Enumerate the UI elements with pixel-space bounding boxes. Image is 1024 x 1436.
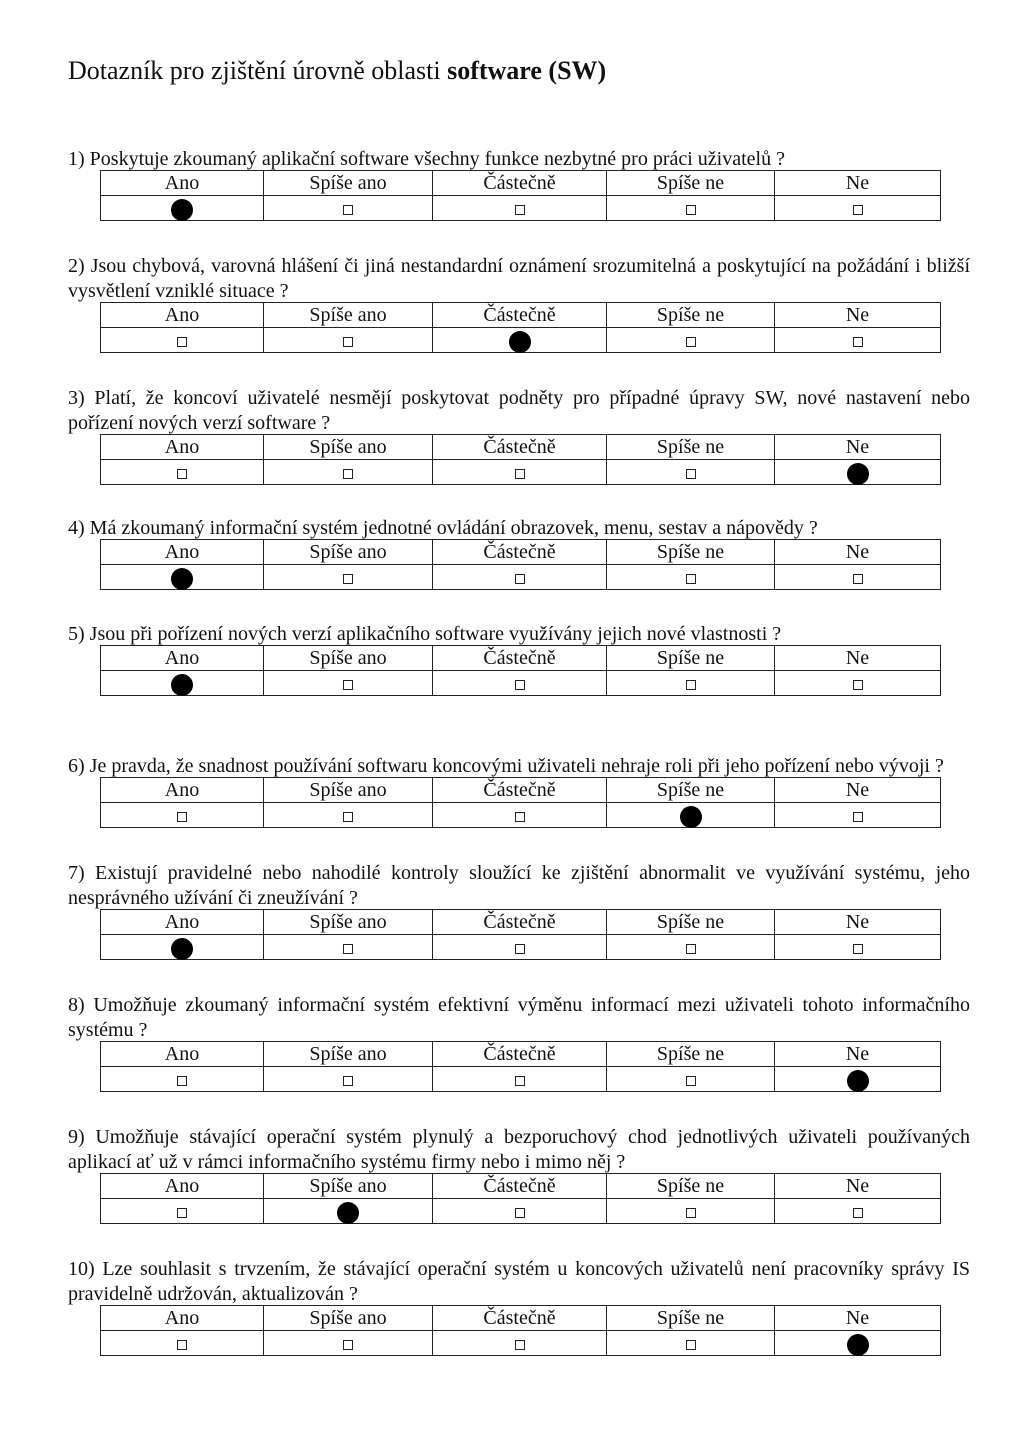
answer-cell[interactable]: [775, 803, 941, 828]
option-label: Spíše ne: [607, 1306, 775, 1331]
answer-cell[interactable]: [433, 1067, 607, 1092]
empty-checkbox-icon[interactable]: [515, 205, 525, 215]
answer-cell[interactable]: [607, 935, 775, 960]
option-label: Částečně: [433, 1174, 607, 1199]
empty-checkbox-icon[interactable]: [343, 1076, 353, 1086]
option-label: Ne: [775, 1174, 941, 1199]
answer-cell[interactable]: [607, 1331, 775, 1356]
option-label: Ne: [775, 303, 941, 328]
option-label: Spíše ne: [607, 303, 775, 328]
answer-cell[interactable]: [607, 803, 775, 828]
empty-checkbox-icon[interactable]: [853, 812, 863, 822]
option-label: Ne: [775, 1306, 941, 1331]
answer-cell[interactable]: [775, 565, 941, 590]
answer-table: [100, 645, 941, 696]
option-label: Spíše ano: [264, 1306, 433, 1331]
option-label: Ano: [101, 171, 264, 196]
question-3: [68, 386, 970, 436]
question-text: 9) Umožňuje stávající operační systém plynulý a bezporuchový chod jednotlivých uživateli používaných aplikací ať už v rámci informačního systému firmy nebo i mimo něj ?: [68, 1126, 970, 1173]
empty-checkbox-icon[interactable]: [343, 1340, 353, 1350]
option-label: Ano: [101, 1306, 264, 1331]
option-label: Částečně: [433, 540, 607, 565]
empty-checkbox-icon[interactable]: [686, 337, 696, 347]
empty-checkbox-icon[interactable]: [686, 574, 696, 584]
answer-cell[interactable]: [264, 1067, 433, 1092]
empty-checkbox-icon[interactable]: [343, 812, 353, 822]
selected-dot-icon[interactable]: [171, 674, 193, 696]
answer-cell[interactable]: [264, 565, 433, 590]
option-label: Částečně: [433, 303, 607, 328]
option-label: Ne: [775, 646, 941, 671]
option-label: Spíše ne: [607, 1174, 775, 1199]
question-5: [68, 622, 970, 647]
option-label: Spíše ano: [264, 303, 433, 328]
question-text: 2) Jsou chybová, varovná hlášení či jiná nestandardní oznámení srozumitelná a poskytující na požádání i bližší vysvětlení vzniklé situace ?: [68, 255, 970, 302]
selected-dot-icon[interactable]: [847, 1070, 869, 1092]
empty-checkbox-icon[interactable]: [686, 205, 696, 215]
option-label: Ano: [101, 303, 264, 328]
empty-checkbox-icon[interactable]: [343, 680, 353, 690]
answer-cell[interactable]: [775, 460, 941, 485]
empty-checkbox-icon[interactable]: [177, 812, 187, 822]
empty-checkbox-icon[interactable]: [177, 1208, 187, 1218]
empty-checkbox-icon[interactable]: [343, 469, 353, 479]
option-label: Spíše ano: [264, 910, 433, 935]
empty-checkbox-icon[interactable]: [343, 944, 353, 954]
answer-cell[interactable]: [775, 1199, 941, 1224]
empty-checkbox-icon[interactable]: [343, 574, 353, 584]
title-prefix: Dotazník pro zjištění úrovně oblasti: [68, 56, 448, 85]
answer-cell[interactable]: [607, 565, 775, 590]
option-label: Spíše ano: [264, 435, 433, 460]
answer-cell[interactable]: [433, 935, 607, 960]
empty-checkbox-icon[interactable]: [343, 205, 353, 215]
answer-cell[interactable]: [433, 1199, 607, 1224]
option-label: Ne: [775, 910, 941, 935]
empty-checkbox-icon[interactable]: [177, 1076, 187, 1086]
empty-checkbox-icon[interactable]: [686, 944, 696, 954]
answer-cell[interactable]: [101, 1067, 264, 1092]
question-text: 3) Platí, že koncoví uživatelé nesmějí poskytovat podněty pro případné úpravy SW, nové nastavení nebo pořízení nových verzí software ?: [68, 387, 970, 434]
answer-cell[interactable]: [607, 1199, 775, 1224]
empty-checkbox-icon[interactable]: [177, 1340, 187, 1350]
answer-cell[interactable]: [101, 671, 264, 696]
answer-table: [100, 302, 941, 353]
option-label: Ano: [101, 435, 264, 460]
option-label: Ano: [101, 778, 264, 803]
answer-cell[interactable]: [101, 803, 264, 828]
answer-cell[interactable]: [775, 196, 941, 221]
empty-checkbox-icon[interactable]: [853, 680, 863, 690]
empty-checkbox-icon[interactable]: [515, 1208, 525, 1218]
question-8: [68, 993, 970, 1043]
answer-cell[interactable]: [433, 803, 607, 828]
empty-checkbox-icon[interactable]: [515, 574, 525, 584]
answer-cell[interactable]: [433, 460, 607, 485]
answer-cell[interactable]: [264, 1331, 433, 1356]
option-label: Částečně: [433, 778, 607, 803]
answer-cell[interactable]: [101, 1331, 264, 1356]
answer-cell[interactable]: [433, 1331, 607, 1356]
option-label: Částečně: [433, 646, 607, 671]
option-label: Spíše ano: [264, 540, 433, 565]
answer-cell[interactable]: [101, 196, 264, 221]
answer-cell[interactable]: [607, 328, 775, 353]
empty-checkbox-icon[interactable]: [853, 944, 863, 954]
empty-checkbox-icon[interactable]: [515, 944, 525, 954]
option-label: Ne: [775, 435, 941, 460]
question-10: [68, 1257, 970, 1307]
option-label: Spíše ne: [607, 910, 775, 935]
empty-checkbox-icon[interactable]: [515, 1340, 525, 1350]
empty-checkbox-icon[interactable]: [853, 574, 863, 584]
question-4: [68, 516, 970, 541]
selected-dot-icon[interactable]: [680, 806, 702, 828]
empty-checkbox-icon[interactable]: [515, 1076, 525, 1086]
empty-checkbox-icon[interactable]: [177, 469, 187, 479]
empty-checkbox-icon[interactable]: [515, 812, 525, 822]
option-label: Ne: [775, 171, 941, 196]
answer-cell[interactable]: [607, 196, 775, 221]
option-label: Částečně: [433, 1306, 607, 1331]
empty-checkbox-icon[interactable]: [853, 205, 863, 215]
question-6: [68, 729, 970, 779]
answer-cell[interactable]: [264, 671, 433, 696]
option-label: Spíše ne: [607, 646, 775, 671]
option-label: Spíše ano: [264, 646, 433, 671]
selected-dot-icon[interactable]: [171, 199, 193, 221]
answer-cell[interactable]: [433, 671, 607, 696]
option-label: Spíše ano: [264, 1174, 433, 1199]
question-text: 4) Má zkoumaný informační systém jednotné ovládání obrazovek, menu, sestav a nápovědy ?: [68, 517, 818, 539]
answer-table: [100, 1305, 941, 1356]
answer-cell[interactable]: [433, 565, 607, 590]
answer-table: [100, 1173, 941, 1224]
option-label: Ano: [101, 540, 264, 565]
selected-dot-icon[interactable]: [337, 1202, 359, 1224]
answer-cell[interactable]: [264, 1199, 433, 1224]
empty-checkbox-icon[interactable]: [515, 680, 525, 690]
question-9: [68, 1125, 970, 1175]
question-7: [68, 861, 970, 911]
option-label: Spíše ne: [607, 1042, 775, 1067]
answer-table: [100, 539, 941, 590]
answer-cell[interactable]: [264, 803, 433, 828]
selected-dot-icon[interactable]: [171, 938, 193, 960]
selected-dot-icon[interactable]: [847, 463, 869, 485]
answer-cell[interactable]: [607, 460, 775, 485]
option-label: Částečně: [433, 171, 607, 196]
empty-checkbox-icon[interactable]: [515, 469, 525, 479]
option-label: Spíše ne: [607, 435, 775, 460]
option-label: Ne: [775, 1042, 941, 1067]
answer-cell[interactable]: [101, 935, 264, 960]
empty-checkbox-icon[interactable]: [686, 680, 696, 690]
answer-cell[interactable]: [101, 328, 264, 353]
option-label: Ne: [775, 540, 941, 565]
answer-cell[interactable]: [101, 1199, 264, 1224]
option-label: Spíše ano: [264, 171, 433, 196]
answer-table: [100, 170, 941, 221]
answer-table: [100, 777, 941, 828]
empty-checkbox-icon[interactable]: [686, 1076, 696, 1086]
empty-checkbox-icon[interactable]: [853, 337, 863, 347]
answer-cell[interactable]: [607, 671, 775, 696]
empty-checkbox-icon[interactable]: [177, 337, 187, 347]
answer-cell[interactable]: [433, 196, 607, 221]
answer-cell[interactable]: [264, 196, 433, 221]
option-label: Ano: [101, 1174, 264, 1199]
answer-cell[interactable]: [775, 328, 941, 353]
option-label: Částečně: [433, 435, 607, 460]
option-label: Spíše ne: [607, 778, 775, 803]
answer-cell[interactable]: [264, 460, 433, 485]
option-label: Spíše ano: [264, 1042, 433, 1067]
answer-cell[interactable]: [775, 671, 941, 696]
answer-cell[interactable]: [433, 328, 607, 353]
answer-cell[interactable]: [775, 1331, 941, 1356]
answer-cell[interactable]: [775, 1067, 941, 1092]
option-label: Spíše ne: [607, 540, 775, 565]
question-1: [68, 147, 970, 172]
answer-table: [100, 434, 941, 485]
selected-dot-icon[interactable]: [509, 331, 531, 353]
question-text: 6) Je pravda, že snadnost používání softwaru koncovými uživateli nehraje roli při jeho pořízení nebo vývoji ?: [68, 755, 944, 777]
question-text: 1) Poskytuje zkoumaný aplikační software všechny funkce nezbytné pro práci uživatelů ?: [68, 148, 785, 170]
question-text: 10) Lze souhlasit s trvzením, že stávající operační systém u koncových uživatelů není pracovníky správy IS pravidelně udržován, aktualizován ?: [68, 1258, 970, 1305]
question-text: 8) Umožňuje zkoumaný informační systém efektivní výměnu informací mezi uživateli tohoto informačního systému ?: [68, 994, 970, 1041]
empty-checkbox-icon[interactable]: [686, 469, 696, 479]
question-2: [68, 254, 970, 304]
empty-checkbox-icon[interactable]: [853, 1208, 863, 1218]
option-label: Ne: [775, 778, 941, 803]
answer-cell[interactable]: [101, 565, 264, 590]
title-bold: software (SW): [447, 56, 607, 85]
question-text: 5) Jsou při pořízení nových verzí aplikačního software využívány jejich nové vlastnosti ?: [68, 623, 782, 645]
selected-dot-icon[interactable]: [171, 568, 193, 590]
option-label: Spíše ano: [264, 778, 433, 803]
answer-cell[interactable]: [264, 328, 433, 353]
option-label: Ano: [101, 1042, 264, 1067]
answer-cell[interactable]: [264, 935, 433, 960]
answer-table: [100, 909, 941, 960]
selected-dot-icon[interactable]: [847, 1334, 869, 1356]
empty-checkbox-icon[interactable]: [686, 1208, 696, 1218]
option-label: Částečně: [433, 910, 607, 935]
option-label: Ano: [101, 646, 264, 671]
answer-cell[interactable]: [101, 460, 264, 485]
empty-checkbox-icon[interactable]: [686, 1340, 696, 1350]
answer-cell[interactable]: [607, 1067, 775, 1092]
question-text: 7) Existují pravidelné nebo nahodilé kontroly sloužící ke zjištění abnormalit ve využívání systému, jeho nesprávného užívání či zneužívání ?: [68, 862, 970, 909]
option-label: Ano: [101, 910, 264, 935]
answer-cell[interactable]: [775, 935, 941, 960]
option-label: Spíše ne: [607, 171, 775, 196]
page-title: [68, 54, 606, 88]
empty-checkbox-icon[interactable]: [343, 337, 353, 347]
option-label: Částečně: [433, 1042, 607, 1067]
answer-table: [100, 1041, 941, 1092]
